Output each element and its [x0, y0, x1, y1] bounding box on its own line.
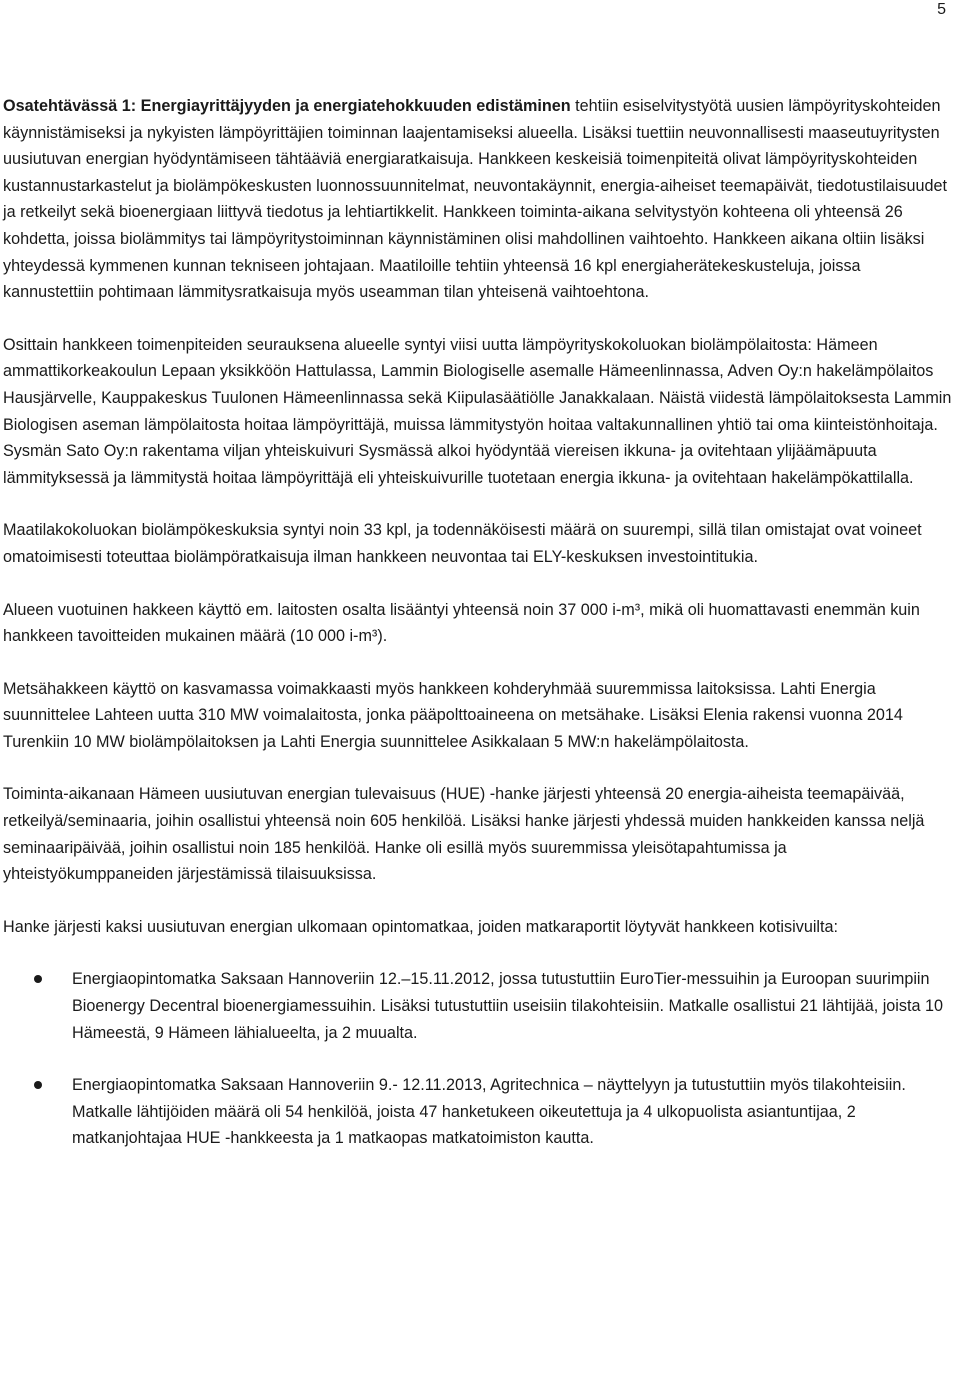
page-number: 5 [937, 1, 946, 18]
list-item-text: Energiaopintomatka Saksaan Hannoveriin 9.- 12.11.2013, Agritechnica – näyttelyyn ja tutustuttiin myös tilakohteisiin. Matkalle lähtijöiden määrä oli 54 henkilöä, joista 47 hanketukeen oikeutettuja ja 4 ulkopuolista asiantuntijaa, 2 matkanjohtajaa HUE -hankkeesta ja 1 matkaopas matkatoimiston kautta. [72, 1076, 906, 1148]
paragraph-farm-plants: Maatilakokoluokan biolämpökeskuksia syntyi noin 33 kpl, ja todennäköisesti määrä on suurempi, sillä tilan omistajat ovat voineet omatoimisesti toteuttaa biolämpöratkaisuja ilman hankkeen neuvontaa tai ELY-keskuksen investointitukia. [3, 521, 922, 566]
paragraph-energy-entrepreneurship [3, 93, 953, 306]
bullet-icon [34, 975, 42, 983]
list-item [3, 966, 953, 1046]
paragraph-new-plants: Osittain hankkeen toimenpiteiden seurauksena alueelle syntyi viisi uutta lämpöyrityskokoluokan biolämpölaitosta: Hämeen ammattikorkeakoulun Lepaan yksikköön Hattulassa, Lammin Biologiselle asemalle Hämeenlinnassa, Adven Oy:n hakelämpölaitos Hausjärvelle, Kauppakeskus Tuulonen Hämeenlinnassa sekä Kiipulasäätiölle Janakkalaan. Näistä viidestä lämpölaitoksesta Lammin Biologisen aseman lämpölaitosta hoitaa lämpöyrittäjä, muissa lämmitystyön hoitaa valtakunnallinen yhtiö tai oma kiinteistönhoitaja. Sysmän Sato Oy:n rakentama viljan yhteiskuivuri Sysmässä alkoi hyödyntää viereisen ikkuna- ja ovitehtaan ylijäämäpuuta lämmityksessä ja lämmitystä hoitaa lämpöyrittäjä eli yhteiskuivurille tuotetaan energia ikkuna- ja ovitehtaan hakelämpökattilalla. [3, 335, 952, 487]
study-trip-list [3, 966, 953, 1152]
paragraph-events: Toiminta-aikanaan Hämeen uusiutuvan energian tulevaisuus (HUE) -hanke järjesti yhteensä 20 energia-aiheista teemapäivää, retkeilyä/seminaaria, joihin osallistui yhteensä noin 605 henkilöä. Lisäksi hanke järjesti yhdessä muiden hankkeiden kanssa neljä seminaaripäivää, joihin osallistui noin 185 henkilöä. Hanke oli esillä myös suuremmissa yleisötapahtumissa ja yhteistyökumppaneiden järjestämissä tilaisuuksissa. [3, 785, 925, 884]
list-item [3, 1072, 953, 1152]
document-body [3, 93, 953, 1178]
paragraph-lead: Osatehtävässä 1: Energiayrittäjyyden ja energiatehokkuuden edistäminen [3, 97, 571, 115]
paragraph-chip-use: Alueen vuotuinen hakkeen käyttö em. laitosten osalta lisääntyi yhteensä noin 37 000 i-m³, mikä oli huomattavasti enemmän kuin hankkeen tavoitteiden mukainen määrä (10 000 i-m³). [3, 600, 920, 646]
paragraph-forest-chips: Metsähakkeen käyttö on kasvamassa voimakkaasti myös hankkeen kohderyhmää suuremmissa laitoksissa. Lahti Energia suunnittelee Lahteen uutta 310 MW voimalaitosta, jonka pääpolttoaineena on metsähake. Lisäksi Elenia rakensi vuonna 2014 Turenkiin 10 MW biolämpölaitoksen ja Lahti Energia suunnittelee Asikkalaan 5 MW:n hakelämpölaitosta. [3, 679, 903, 751]
paragraph-study-trips: Hanke järjesti kaksi uusiutuvan energian ulkomaan opintomatkaa, joiden matkaraportit löytyvät hankkeen kotisivuilta: [3, 917, 839, 936]
list-item-text: Energiaopintomatka Saksaan Hannoveriin 12.–15.11.2012, jossa tutustuttiin EuroTier-messuihin ja Euroopan suurimpiin Bioenergy Decentral bioenergiamessuihin. Lisäksi tutustuttiin useisiin tilakohteisiin. Matkalle osallistui 21 lähtijää, joista 10 Hämeestä, 9 Hämeen lähialueelta, ja 2 muualta. [72, 970, 943, 1042]
bullet-icon [34, 1081, 42, 1089]
paragraph-text: tehtiin esiselvitystyötä uusien lämpöyrityskohteiden käynnistämiseksi ja nykyisten lämpöyrittäjien toiminnan laajentamiseksi alueella. Lisäksi tuettiin neuvonnallisesti maaseutuyritysten uusiutuvan energian hyödyntämiseen tähtääviä energiaratkaisuja. Hankkeen keskeisiä toimenpiteitä olivat lämpöyrityskohteiden kustannustarkastelut ja biolämpökeskusten luonnossuunnitelmat, neuvontakäynnit, energia-aiheiset teemapäivät, tiedotustilaisuudet ja retkeilyt sekä bioenergiaan liittyvä tiedotus ja lehtiartikkelit. Hankkeen toiminta-aikana selvitystyön kohteena oli yhteensä 26 kohdetta, joissa biolämmitys tai lämpöyritystoiminnan käynnistäminen olisi mahdollinen vaihtoehto. Hankkeen aikana oltiin lisäksi yhteydessä kymmenen kunnan tekniseen johtajaan. Maatiloille tehtiin yhteensä 16 kpl energiaherätekeskusteluja, joissa kannustettiin pohtimaan lämmitysratkaisuja myös useamman tilan yhteisenä vaihtoehtona. [3, 97, 947, 302]
